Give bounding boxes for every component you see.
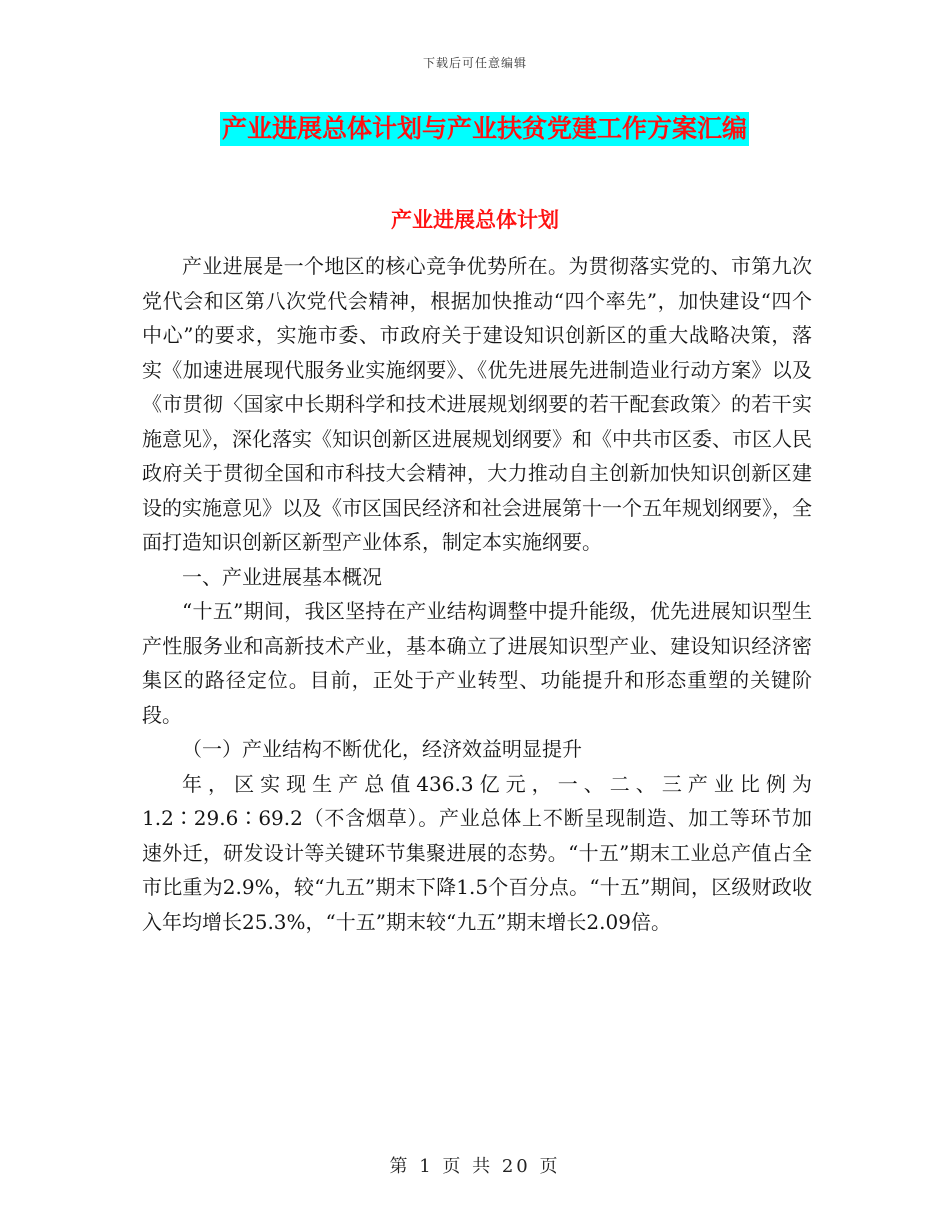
page-number: 第 1 页 共 20 页	[389, 1156, 561, 1177]
document-main-title: 产业进展总体计划与产业扶贫党建工作方案汇编	[220, 112, 749, 146]
document-body	[142, 249, 812, 939]
paragraph-intro: 产业进展是一个地区的核心竞争优势所在。为贯彻落实党的、市第九次党代会和区第八次党代会精神，根据加快推动“四个率先”，加快建设“四个中心”的要求，实施市委、市政府关于建设知识创新区的重大战略决策，落实《加速进展现代服务业实施纲要》、《优先进展先进制造业行动方案》以及《市贯彻〈国家中长期科学和技术进展规划纲要的若干配套政策〉的若干实施意见》，深化落实《知识创新区进展规划纲要》和《中共市区委、市区人民政府关于贯彻全国和市科技大会精神，大力推动自主创新加快知识创新区建设的实施意见》以及《市区国民经济和社会进展第十一个五年规划纲要》，全面打造知识创新区新型产业体系，制定本实施纲要。	[142, 254, 812, 554]
section-title: 产业进展总体计划	[391, 208, 559, 232]
heading-structure-optimization: （一）产业结构不断优化，经济效益明显提升	[182, 737, 582, 761]
paragraph-fifteen-period: “十五”期间，我区坚持在产业结构调整中提升能级，优先进展知识型生产性服务业和高新技术产业，基本确立了进展知识型产业、建设知识经济密集区的路径定位。目前，正处于产业转型、功能提升和形态重塑的关键阶段。	[142, 599, 812, 727]
heading-basic-overview: 一、产业进展基本概况	[182, 564, 382, 589]
header-note: 下载后可任意编辑	[422, 56, 527, 70]
paragraph-economic-figures: 年，区实现生产总值436.3亿元，一、二、三产业比例为1.2∶29.6∶69.2（不含烟草）。产业总体上不断呈现制造、加工等环节加速外迁，研发设计等关键环节集聚进展的态势。“十五”期末工业总产值占全市比重为2.9%，较“九五”期末下降1.5个百分点。“十五”期间，区级财政收入年均增长25.3%，“十五”期末较“九五”期末增长2.09倍。	[142, 771, 812, 934]
